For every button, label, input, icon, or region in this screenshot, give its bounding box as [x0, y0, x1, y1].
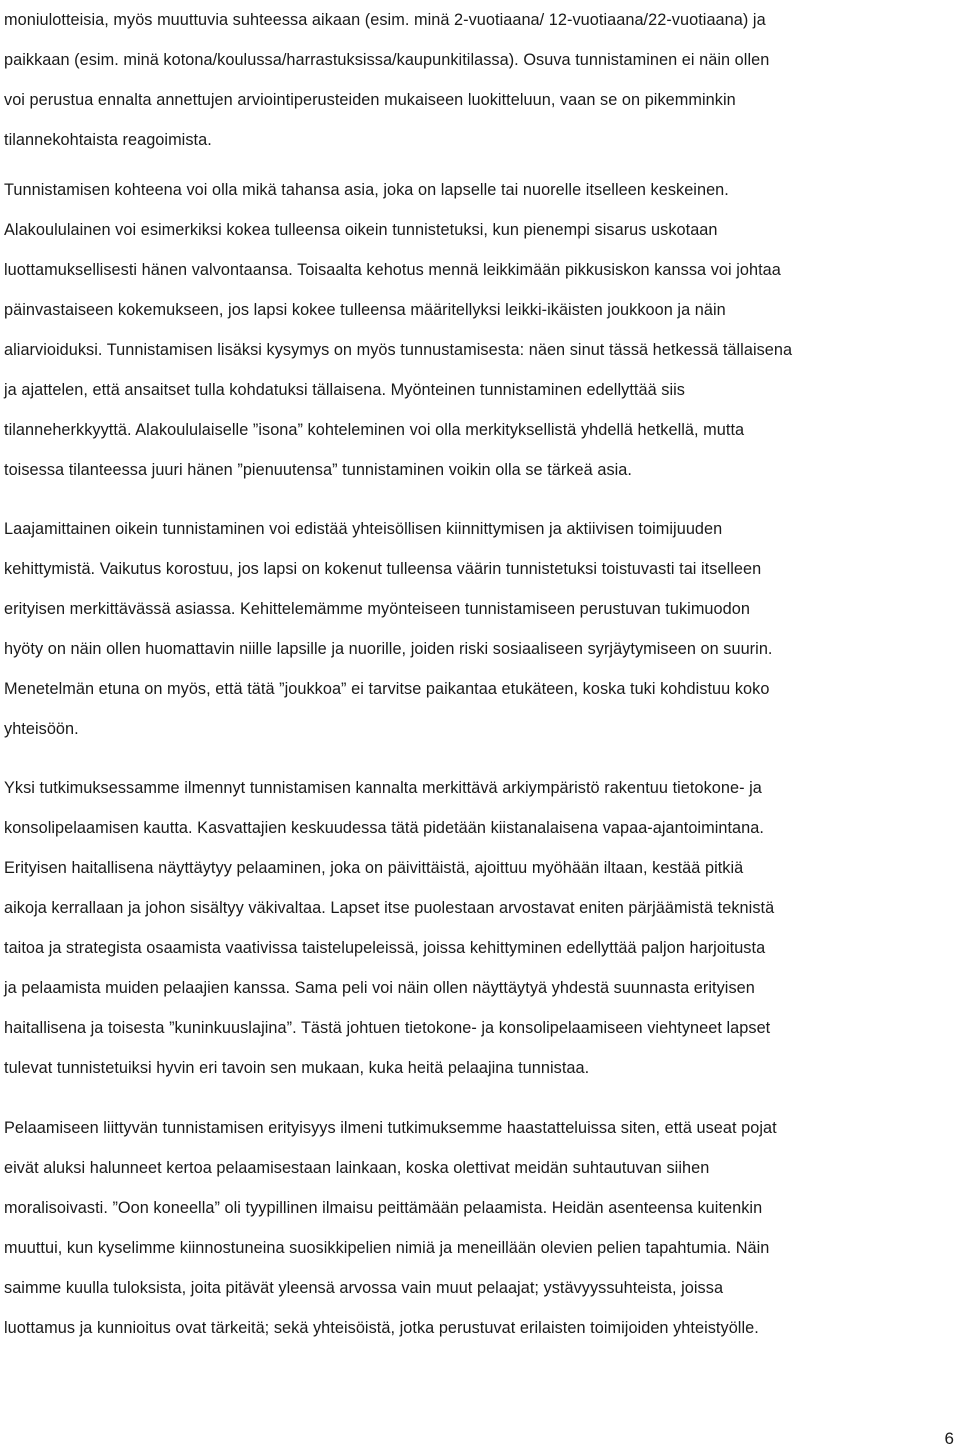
text-line: aikoja kerrallaan ja johon sisältyy väkivaltaa. Lapset itse puolestaan arvostavat eniten pärjäämistä teknistä	[4, 899, 775, 917]
text-line: päinvastaiseen kokemukseen, jos lapsi kokee tulleensa määritellyksi leikki-ikäisten joukkoon ja näin	[4, 301, 726, 319]
text-line: Laajamittainen oikein tunnistaminen voi edistää yhteisöllisen kiinnittymisen ja aktiivisen toimijuuden	[4, 520, 723, 538]
text-line: moralisoivasti. ”Oon koneella” oli tyypillinen ilmaisu peittämään pelaamista. Heidän asenteensa kuitenkin	[4, 1199, 763, 1217]
text-line: muuttui, kun kyselimme kiinnostuneina suosikkipelien nimiä ja meneillään olevien pelien tapahtumia. Näin	[4, 1239, 770, 1257]
page-number: 6	[944, 1429, 954, 1448]
text-line: saimme kuulla tuloksista, joita pitävät yleensä arvossa vain muut pelaajat; ystävyyssuhteista, joissa	[4, 1279, 724, 1297]
text-line: luottamuksellisesti hänen valvontaansa. Toisaalta kehotus mennä leikkimään pikkusiskon kanssa voi johtaa	[4, 261, 781, 279]
text-line: luottamus ja kunnioitus ovat tärkeitä; sekä yhteisöistä, jotka perustuvat erilaisten toimijoiden yhteistyölle.	[4, 1319, 759, 1337]
text-line: hyöty on näin ollen huomattavin niille lapsille ja nuorille, joiden riski sosiaaliseen syrjäytymiseen on suurin.	[4, 640, 773, 658]
paragraph-3	[4, 509, 954, 749]
text-line: tilannekohtaista reagoimista.	[4, 131, 212, 149]
paragraph-5	[4, 1108, 954, 1348]
text-line: moniulotteisia, myös muuttuvia suhteessa aikaan (esim. minä 2-vuotiaana/ 12-vuotiaana/22-vuotiaana) ja	[4, 11, 766, 29]
text-line: Erityisen haitallisena näyttäytyy pelaaminen, joka on päivittäistä, ajoittuu myöhään iltaan, kestää pitkiä	[4, 859, 744, 877]
text-line: ja ajattelen, että ansaitset tulla kohdatuksi tällaisena. Myönteinen tunnistaminen edellyttää siis	[4, 381, 685, 399]
text-line: toisessa tilanteessa juuri hänen ”pienuutensa” tunnistaminen voikin olla se tärkeä asia.	[4, 461, 632, 479]
paragraph-2	[4, 170, 954, 490]
text-line: voi perustua ennalta annettujen arviointiperusteiden mukaiseen luokitteluun, vaan se on pikemminkin	[4, 91, 736, 109]
text-line: yhteisöön.	[4, 720, 79, 738]
paragraph-4	[4, 768, 954, 1088]
text-line: paikkaan (esim. minä kotona/koulussa/harrastuksissa/kaupunkitilassa). Osuva tunnistaminen ei näin ollen	[4, 51, 770, 69]
text-line: kehittymistä. Vaikutus korostuu, jos lapsi on kokenut tulleensa väärin tunnistetuksi toistuvasti tai itselleen	[4, 560, 762, 578]
text-line: aliarvioiduksi. Tunnistamisen lisäksi kysymys on myös tunnustamisesta: näen sinut tässä hetkessä tällaisena	[4, 341, 793, 359]
text-line: taitoa ja strategista osaamista vaativissa taistelupeleissä, joissa kehittyminen edellyttää paljon harjoitusta	[4, 939, 766, 957]
text-line: Alakoululainen voi esimerkiksi kokea tulleensa oikein tunnistetuksi, kun pienempi sisarus uskotaan	[4, 221, 718, 239]
text-line: haitallisena ja toisesta ”kuninkuuslajina”. Tästä johtuen tietokone- ja konsolipelaamiseen viehtyneet lapset	[4, 1019, 771, 1037]
text-line: ja pelaamista muiden pelaajien kanssa. Sama peli voi näin ollen näyttäytyä yhdestä suunnasta erityisen	[4, 979, 755, 997]
paragraph-1	[4, 0, 954, 160]
text-line: tilanneherkkyyttä. Alakoululaiselle ”isona” kohteleminen voi olla merkityksellistä yhdellä hetkellä, mutta	[4, 421, 745, 439]
text-line: Pelaamiseen liittyvän tunnistamisen erityisyys ilmeni tutkimuksemme haastatteluissa siten, että useat pojat	[4, 1119, 777, 1137]
text-line: eivät aluksi halunneet kertoa pelaamisestaan lainkaan, koska olettivat meidän suhtautuvan siihen	[4, 1159, 710, 1177]
text-line: Yksi tutkimuksessamme ilmennyt tunnistamisen kannalta merkittävä arkiympäristö rakentuu tietokone- ja	[4, 779, 762, 797]
text-line: Tunnistamisen kohteena voi olla mikä tahansa asia, joka on lapselle tai nuorelle itselleen keskeinen.	[4, 181, 729, 199]
text-line: konsolipelaamisen kautta. Kasvattajien keskuudessa tätä pidetään kiistanalaisena vapaa-ajantoimintana.	[4, 819, 764, 837]
text-line: erityisen merkittävässä asiassa. Kehittelemämme myönteiseen tunnistamiseen perustuvan tukimuodon	[4, 600, 750, 618]
text-line: tulevat tunnistetuiksi hyvin eri tavoin sen mukaan, kuka heitä pelaajina tunnistaa.	[4, 1059, 590, 1077]
text-line: Menetelmän etuna on myös, että tätä ”joukkoa” ei tarvitse paikantaa etukäteen, koska tuki kohdistuu koko	[4, 680, 770, 698]
